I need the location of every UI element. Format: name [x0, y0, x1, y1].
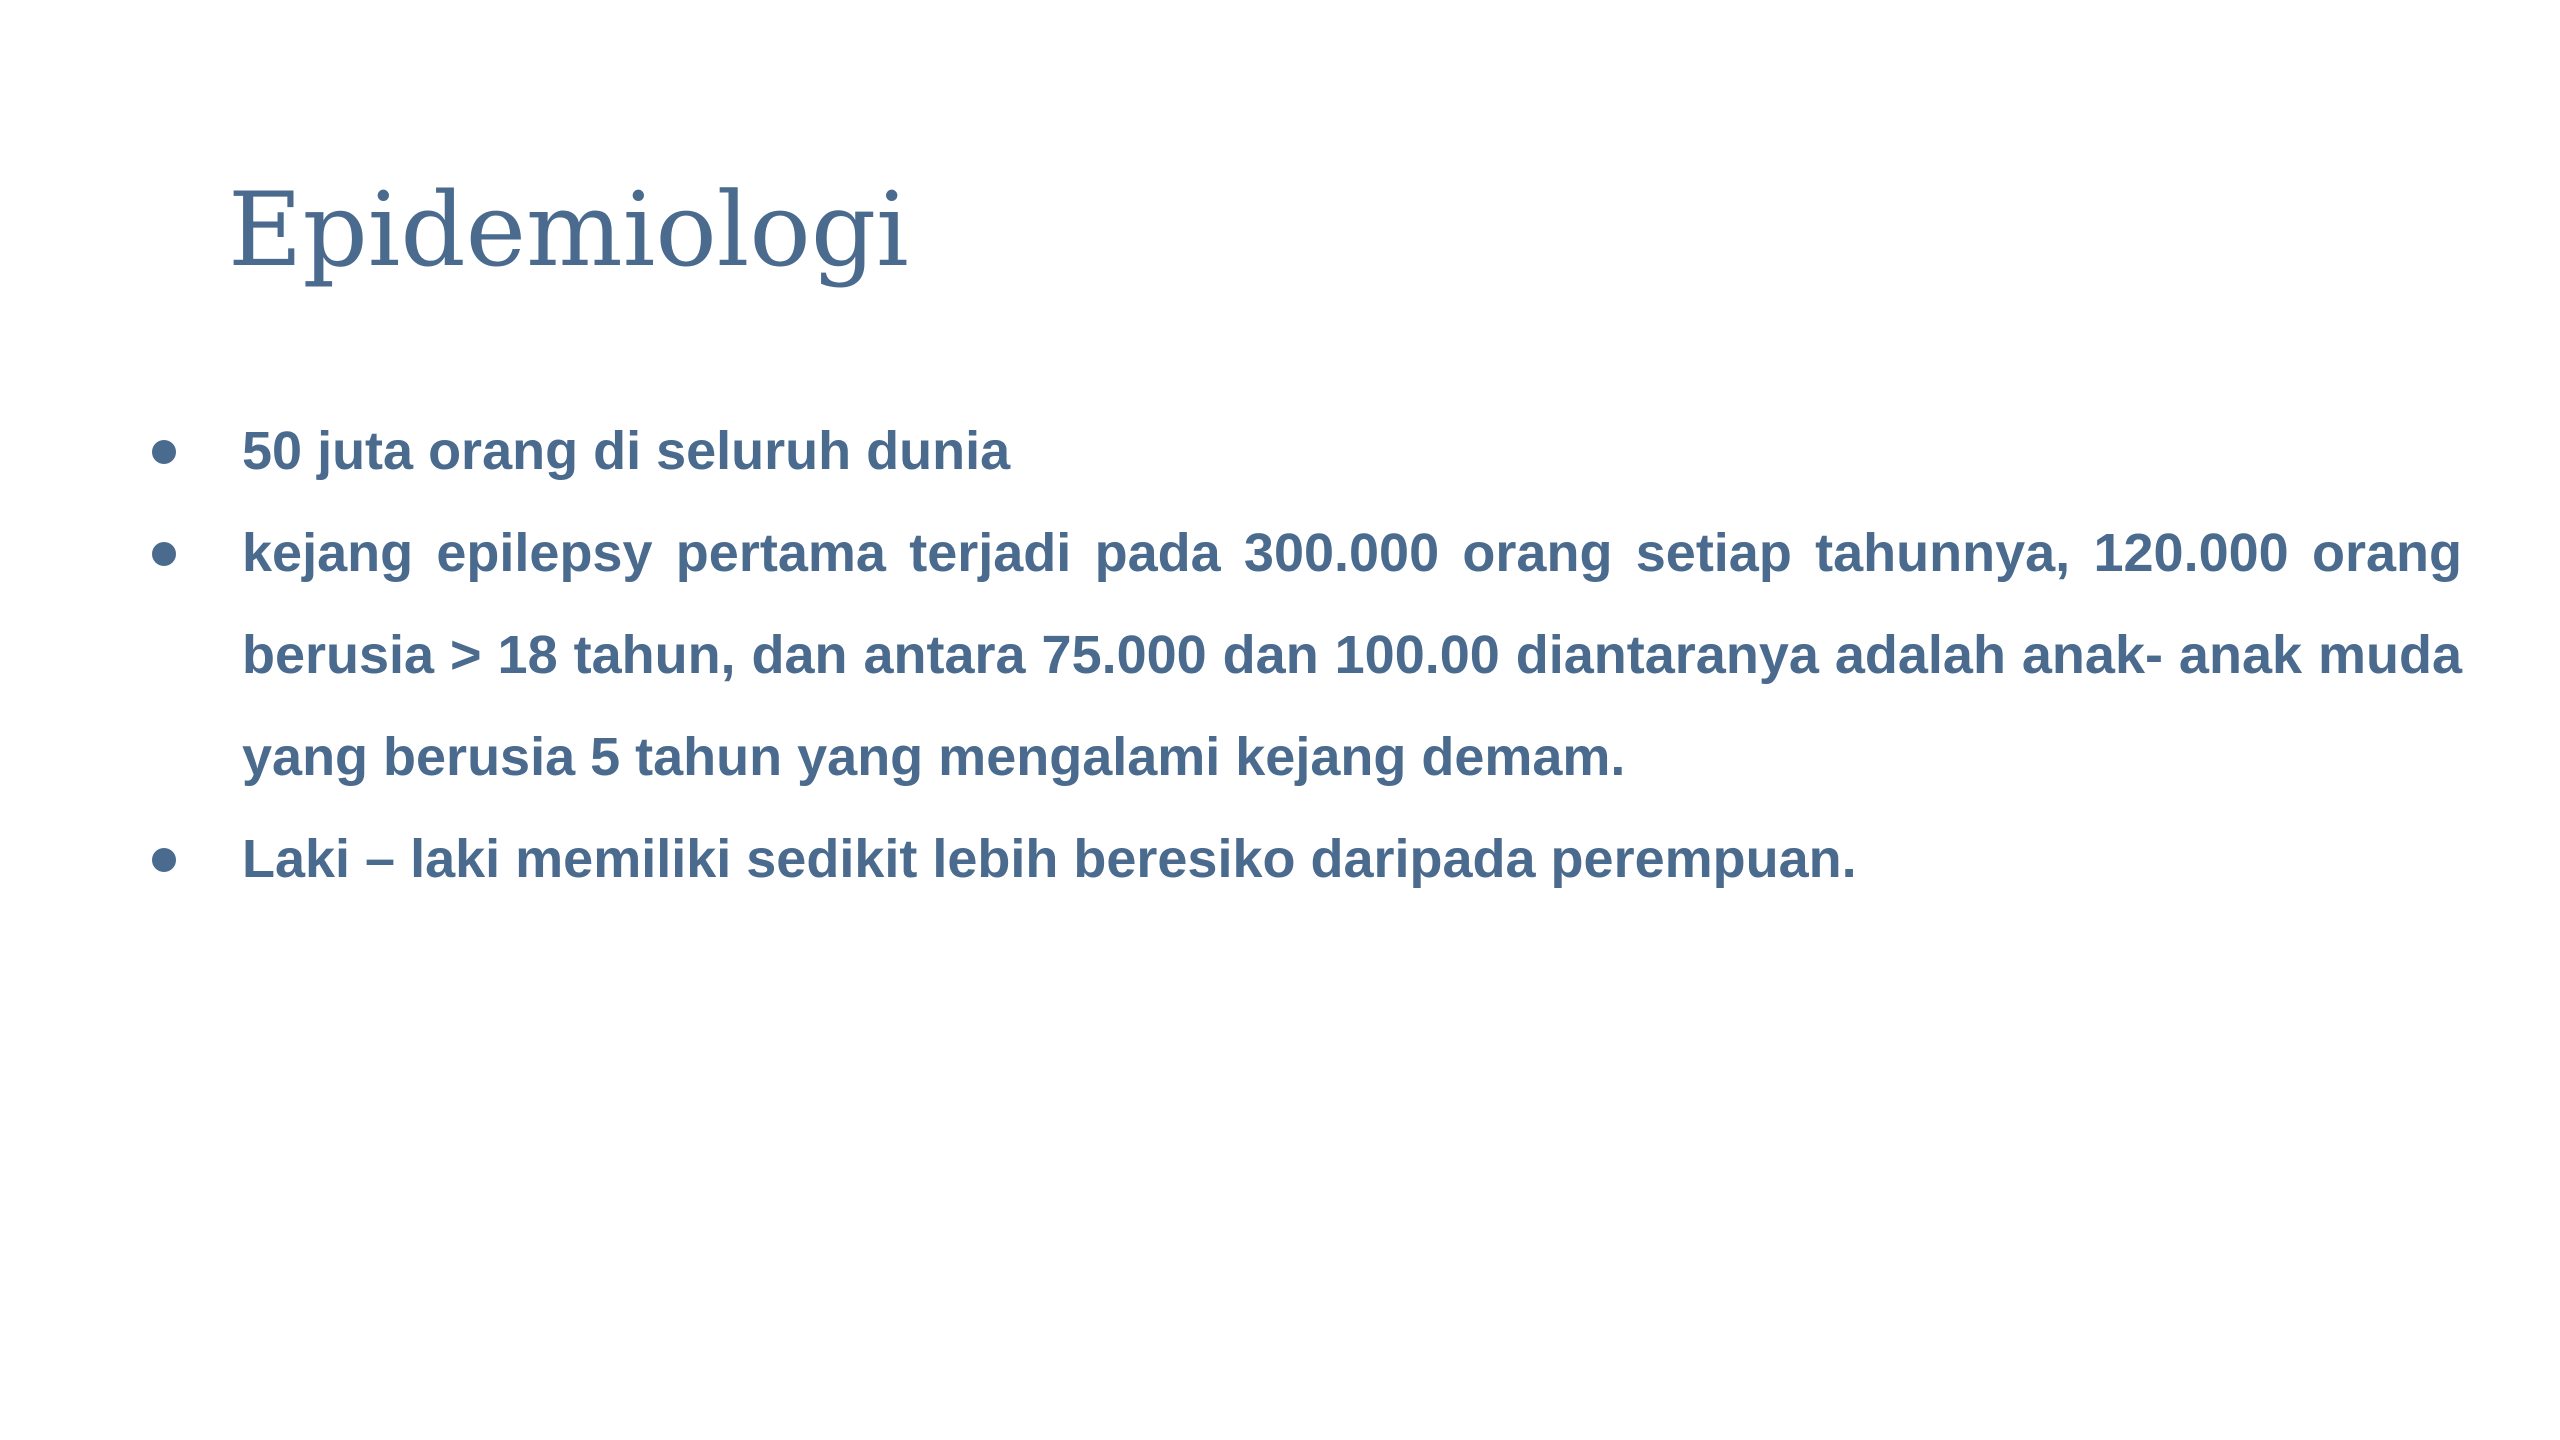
bullet-dot-icon [152, 440, 176, 464]
slide-title: Epidemiologi [228, 171, 909, 290]
bullet-text: Laki – laki memiliki sedikit lebih beresiko daripada perempuan. [242, 829, 1857, 889]
bullet-list [150, 400, 2462, 910]
bullet-dot-icon [152, 848, 176, 872]
list-item [150, 400, 2462, 502]
list-item [150, 502, 2462, 808]
bullet-dot-icon [152, 542, 176, 566]
bullet-text: 50 juta orang di seluruh dunia [242, 421, 1011, 481]
list-item [150, 808, 2462, 910]
bullet-text: kejang epilepsy pertama terjadi pada 300.000 orang setiap tahunnya, 120.000 orang berusia > 18 tahun, dan antara 75.000 dan 100.00 diantaranya adalah anak- anak muda yang berusia 5 tahun yang mengalami kejang demam. [242, 523, 2462, 787]
